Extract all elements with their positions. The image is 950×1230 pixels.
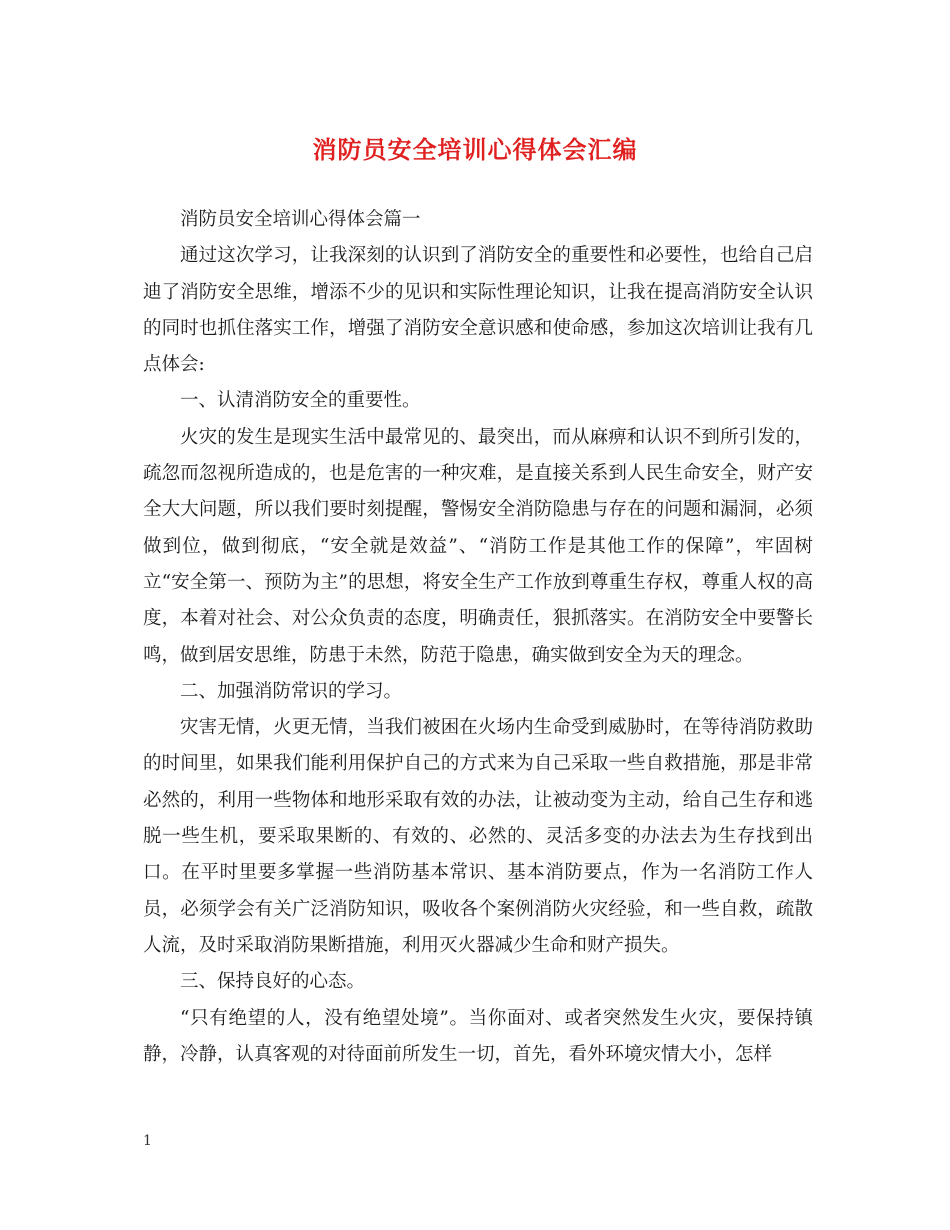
section-heading: 三、保持良好的心态。 bbox=[180, 971, 366, 993]
body-paragraph: 灾害无情，火更无情，当我们被困在火场内生命受到威胁时，在等待消防救助的时间里，如果我们能利用保护自己的方式来为自己采取一些自救措施，那是非常必然的，利用一些物体和地形采取有效的办法，让被动变为主动，给自己生存和逃脱一些生机，要采取果断的、有效的、必然的、灵活多变的办法去为生存找到出口。在平时里要多掌握一些消防基本常识、基本消防要点，作为一名消防工作人员，必须学会有关广泛消防知识，吸收各个案例消防火灾经验，和一些自救，疏散人流，及时采取消防果断措施，利用灭火器减少生命和财产损失。 bbox=[143, 717, 813, 956]
body-paragraph: 通过这次学习，让我深刻的认识到了消防安全的重要性和必要性，也给自己启迪了消防安全思维，增添不少的见识和实际性理论知识，让我在提高消防安全认识的同时也抓住落实工作，增强了消防安全意识感和使命感，参加这次培训让我有几点体会: bbox=[143, 245, 813, 376]
section-heading: 二、加强消防常识的学习。 bbox=[180, 680, 403, 702]
section-heading: 一、认清消防安全的重要性。 bbox=[180, 390, 421, 412]
document-body bbox=[143, 202, 813, 1073]
page-number: 1 bbox=[143, 1133, 152, 1149]
body-paragraph: 火灾的发生是现实生活中最常见的、最突出，而从麻痹和认识不到所引发的，疏忽而忽视所造成的，也是危害的一种灾难，是直接关系到人民生命安全，财产安全大大问题，所以我们要时刻提醒，警惕安全消防隐患与存在的问题和漏洞，必须做到位，做到彻底，“安全就是效益”、“消防工作是其他工作的保障”，牢固树立“安全第一、预防为主”的思想，将安全生产工作放到尊重生存权，尊重人权的高度，本着对社会、对公众负责的态度，明确责任，狠抓落实。在消防安全中要警长鸣，做到居安思维，防患于未然，防范于隐患，确实做到安全为天的理念。 bbox=[143, 426, 813, 666]
document-title: 消防员安全培训心得体会汇编 bbox=[312, 135, 638, 164]
body-paragraph: “只有绝望的人，没有绝望处境”。当你面对、或者突然发生火灾，要保持镇静，冷静，认真客观的对待面前所发生一切，首先，看外环境灾情大小，怎样 bbox=[143, 1007, 813, 1065]
section-heading-part-one: 消防员安全培训心得体会篇一 bbox=[180, 209, 421, 230]
